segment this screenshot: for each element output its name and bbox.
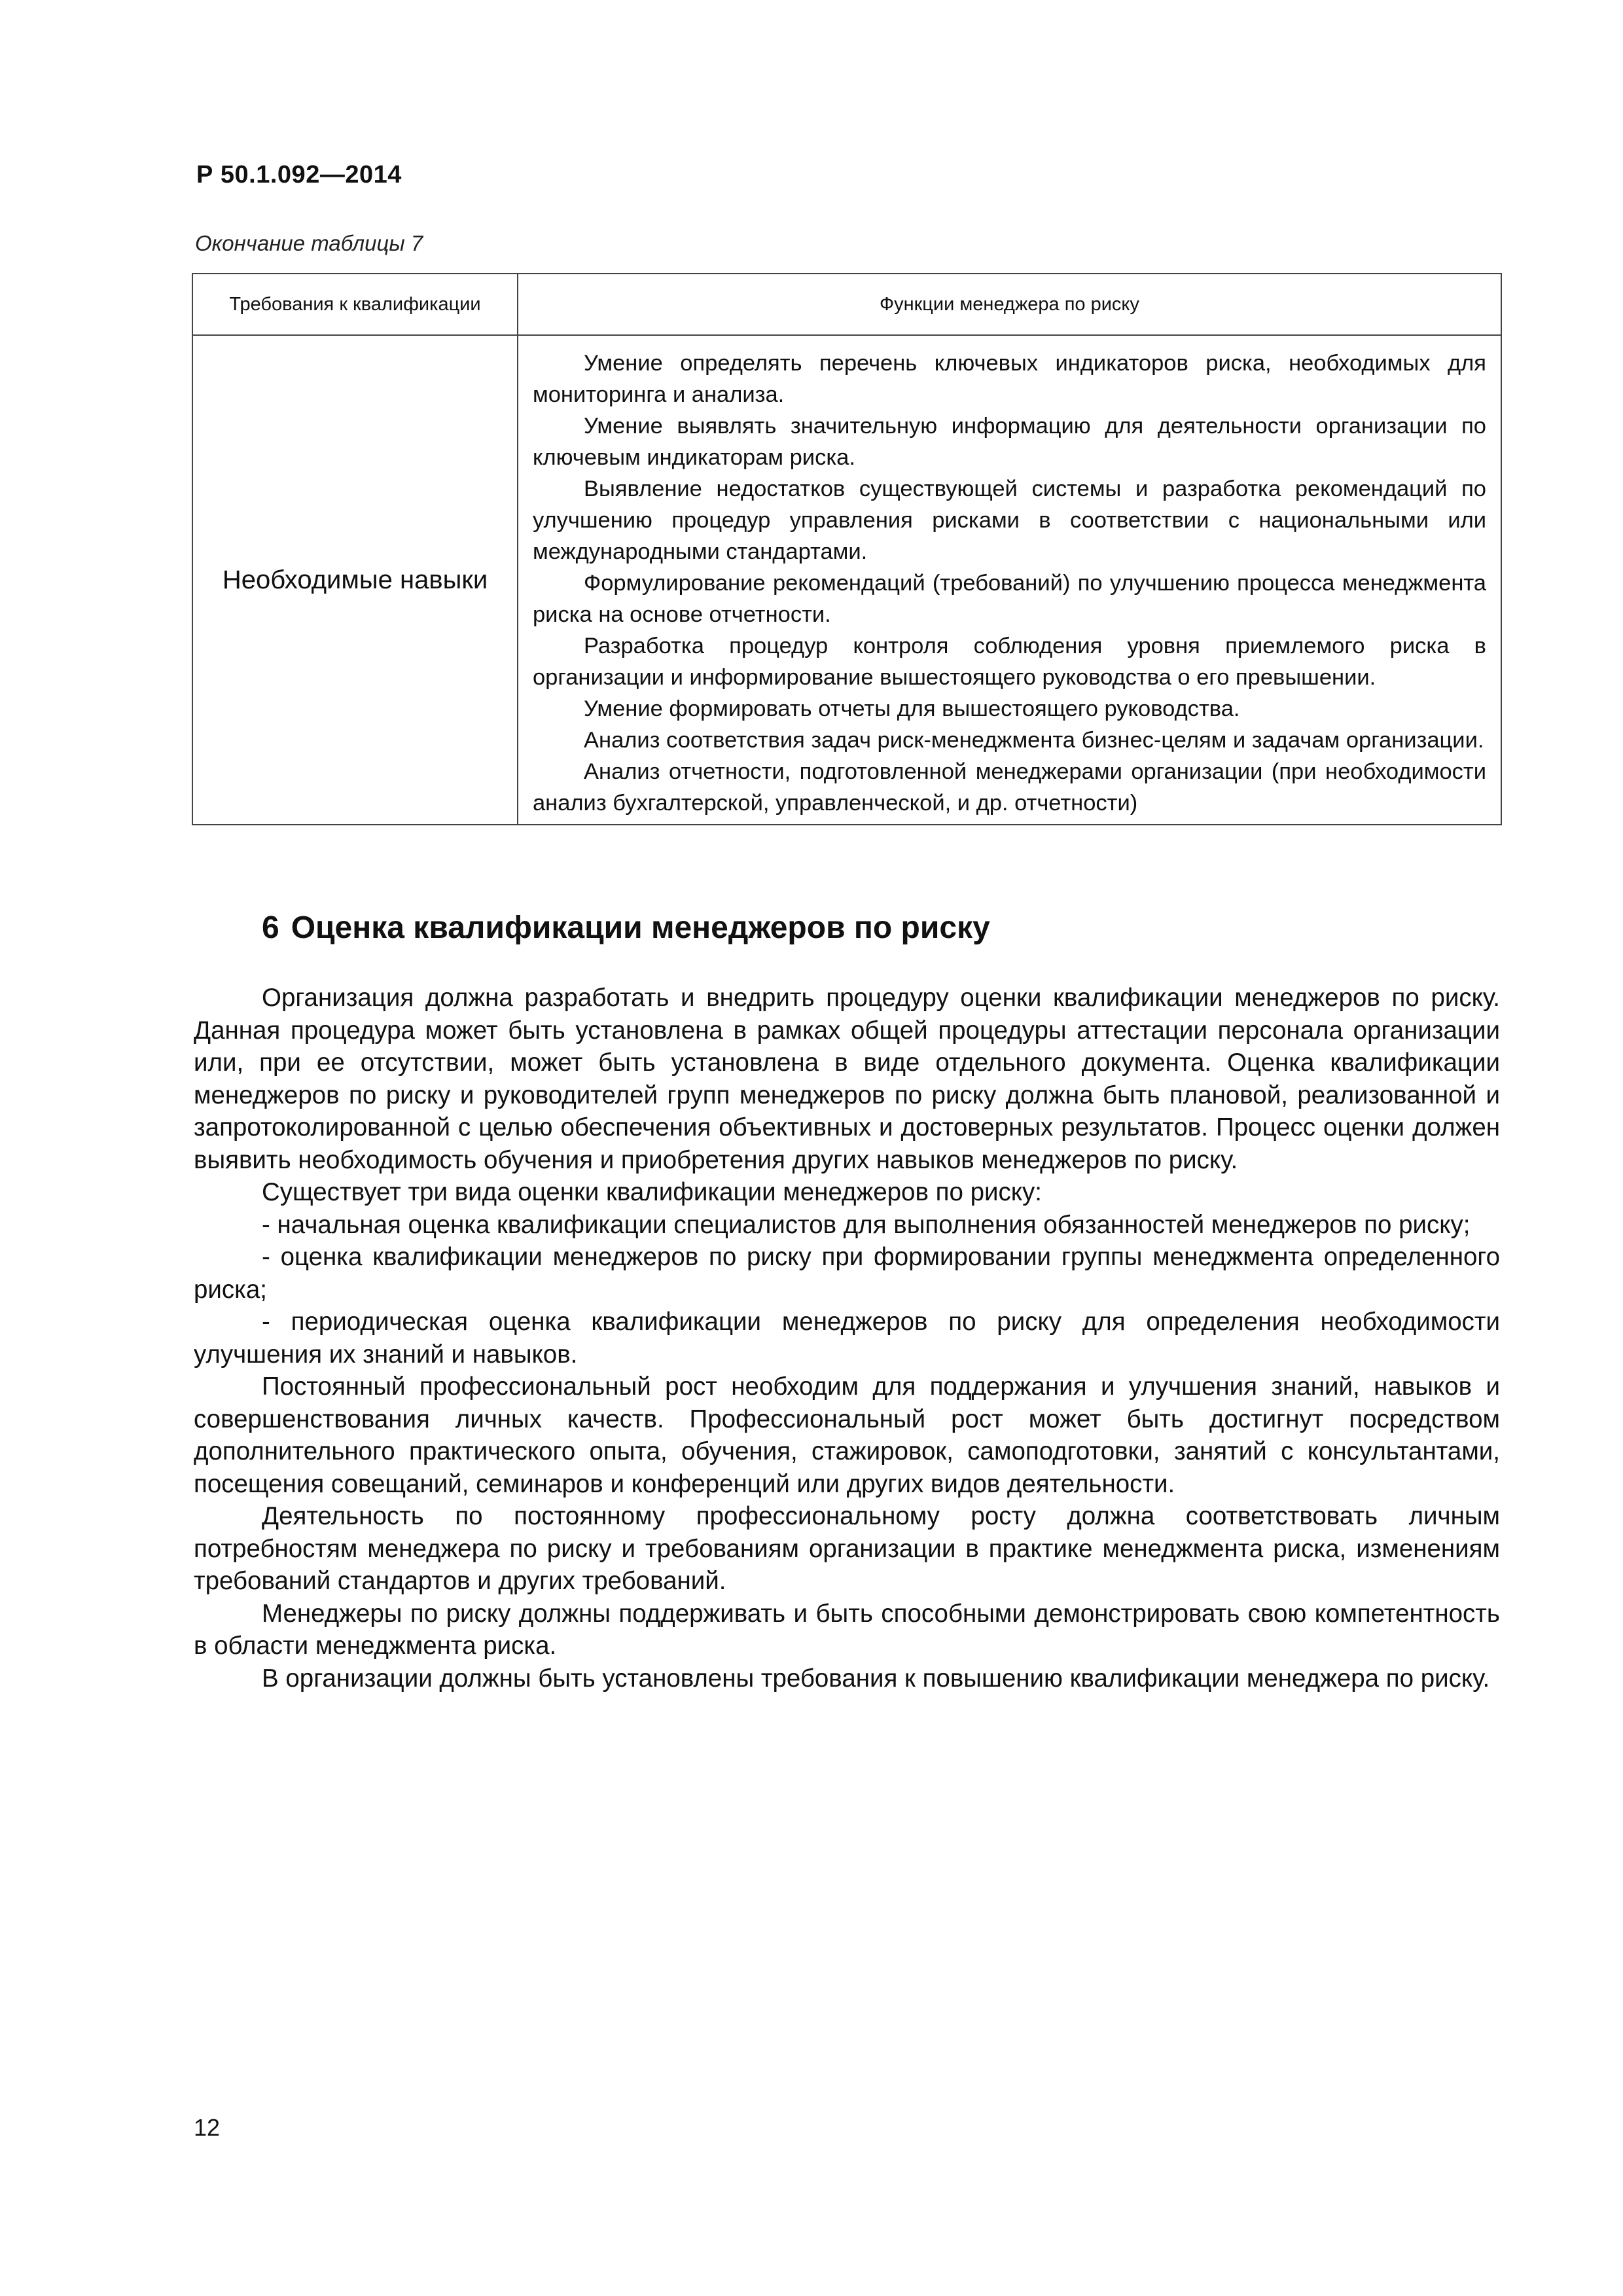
- skill-item: Формулирование рекомендаций (требований) по улучшению процесса менеджмента риска на основе отчетности.: [533, 571, 1486, 627]
- list-item: - начальная оценка квалификации специалистов для выполнения обязанностей менеджеров по риску;: [262, 1210, 1471, 1239]
- skill-item: Умение выявлять значительную информацию для деятельности организации по ключевым индикаторам риска.: [533, 414, 1486, 470]
- section-title: Оценка квалификации менеджеров по риску: [291, 910, 990, 945]
- skill-item: Выявление недостатков существующей системы и разработка рекомендаций по улучшению процедур управления рисками в соответствии с национальными или международными стандартами.: [533, 476, 1486, 564]
- page-number: 12: [194, 2114, 221, 2141]
- skill-item: Умение определять перечень ключевых индикаторов риска, необходимых для мониторинга и анализа.: [533, 351, 1486, 407]
- qualification-table: [192, 273, 1502, 825]
- skills-cell: [518, 335, 1501, 825]
- column-header-requirements: Требования к квалификации: [192, 274, 518, 335]
- skill-item: Умение формировать отчеты для вышестоящего руководства.: [584, 696, 1240, 721]
- paragraph: Существует три вида оценки квалификации менеджеров по риску:: [262, 1178, 1042, 1206]
- paragraph: Организация должна разработать и внедрить процедуру оценки квалификации менеджеров по риску. Данная процедура может быть установлена в рамках общей процедуры аттестации персонала организации или, при ее отсутствии, может быть установлена в виде отдельного документа. Оценка квалификации менеджеров по риску и руководителей групп менеджеров по риску должна быть плановой, реализованной и запротоколированной с целью обеспечения объективных и достоверных результатов. Процесс оценки должен выявить необходимость обучения и приобретения других навыков менеджеров по риску.: [194, 984, 1500, 1174]
- list-item: - оценка квалификации менеджеров по риску при формировании группы менеджмента определенного риска;: [194, 1243, 1500, 1304]
- row-label-skills: Необходимые навыки: [192, 335, 518, 825]
- table-row: [192, 335, 1501, 825]
- skill-item: Анализ отчетности, подготовленной менеджерами организации (при необходимости анализ бухгалтерской, управленческой, и др. отчетности): [533, 759, 1486, 816]
- paragraph: Менеджеры по риску должны поддерживать и быть способными демонстрировать свою компетентность в области менеджмента риска.: [194, 1599, 1500, 1660]
- skill-item: Анализ соответствия задач риск-менеджмента бизнес-целям и задачам организации.: [584, 728, 1484, 753]
- paragraph: Постоянный профессиональный рост необходим для поддержания и улучшения знаний, навыков и совершенствования личных качеств. Профессиональный рост может быть достигнут посредством дополнительного практического опыта, обучения, стажировок, самоподготовки, занятий с консультантами, посещения совещаний, семинаров и конференций или других видов деятельности.: [194, 1372, 1500, 1498]
- section-body: [194, 982, 1500, 1695]
- paragraph: В организации должны быть установлены требования к повышению квалификации менеджера по риску.: [262, 1664, 1490, 1693]
- table-header-row: [192, 274, 1501, 335]
- paragraph: Деятельность по постоянному профессиональному росту должна соответствовать личным потребностям менеджера по риску и требованиям организации в практике менеджмента риска, изменениям требований стандартов и других требований.: [194, 1502, 1500, 1595]
- column-header-functions: Функции менеджера по риску: [518, 274, 1501, 335]
- table-caption: Окончание таблицы 7: [195, 231, 423, 255]
- document-code: Р 50.1.092—2014: [196, 161, 402, 188]
- section-heading: [262, 910, 990, 946]
- list-item: - периодическая оценка квалификации менеджеров по риску для определения необходимости улучшения их знаний и навыков.: [194, 1308, 1500, 1369]
- skill-item: Разработка процедур контроля соблюдения уровня приемлемого риска в организации и информирование вышестоящего руководства о его превышении.: [533, 634, 1486, 690]
- section-number: 6: [262, 910, 279, 945]
